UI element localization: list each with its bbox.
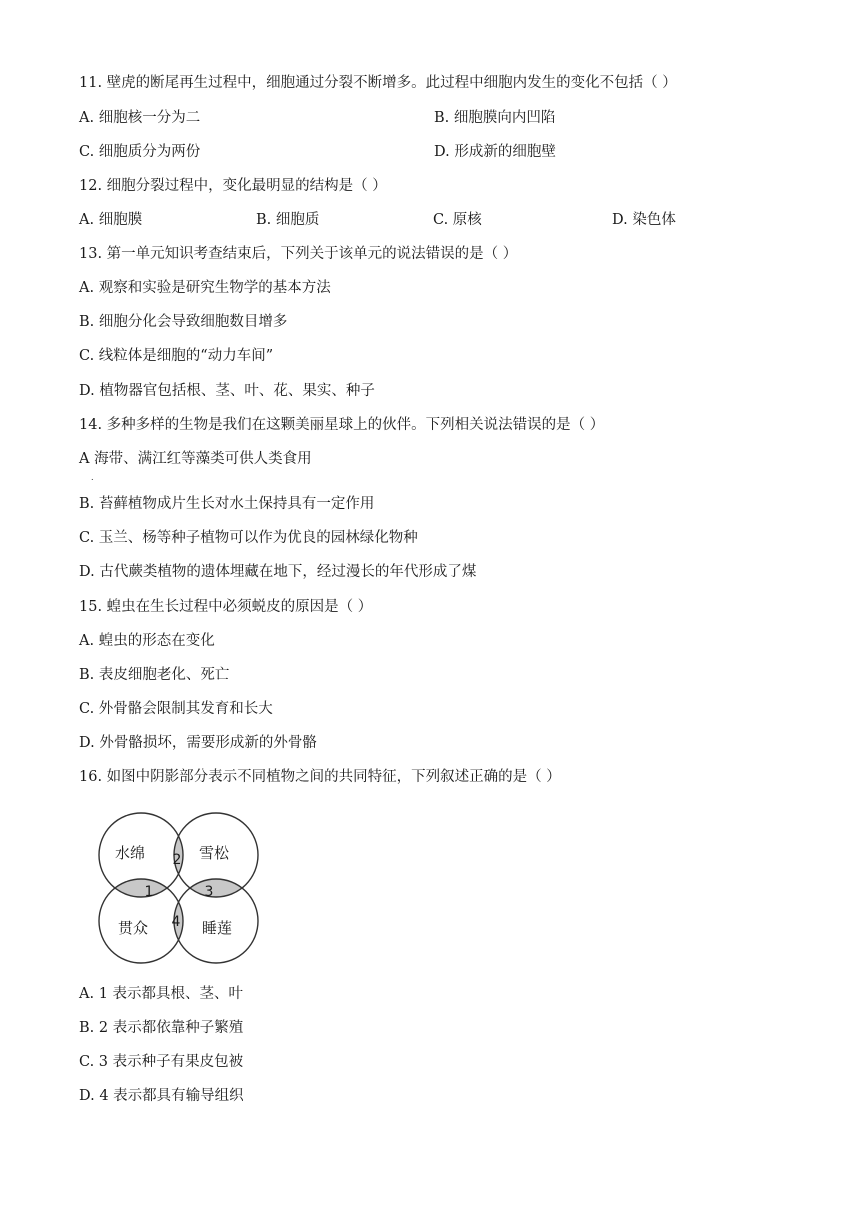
question-13-option-b[interactable]: B. 细胞分化会导致细胞数目增多 [79, 314, 288, 330]
question-15-stem: 15. 蝗虫在生长过程中必须蜕皮的原因是（ ） [79, 599, 373, 615]
question-15-option-b[interactable]: B. 表皮细胞老化、死亡 [79, 667, 230, 683]
question-16-option-c[interactable]: C. 3 表示种子有果皮包被 [79, 1054, 244, 1070]
question-11-option-c[interactable]: C. 细胞质分为两份 [79, 144, 201, 160]
region-number-4: 4 [171, 914, 181, 930]
region-number-3: 3 [204, 884, 214, 900]
plant-venn-diagram [96, 812, 262, 964]
label-shuimian: 水绵 [114, 844, 146, 862]
question-14-option-c[interactable]: C. 玉兰、杨等种子植物可以作为优良的园林绿化物种 [79, 530, 418, 546]
question-14-stem: 14. 多种多样的生物是我们在这颗美丽星球上的伙伴。下列相关说法错误的是（ ） [79, 417, 605, 433]
question-13-option-d[interactable]: D. 植物器官包括根、茎、叶、花、果实、种子 [79, 383, 375, 399]
question-16-option-a[interactable]: A. 1 表示都具根、茎、叶 [79, 986, 244, 1002]
question-13-stem: 13. 第一单元知识考查结束后，下列关于该单元的说法错误的是（ ） [79, 246, 518, 262]
question-15-option-d[interactable]: D. 外骨骼损坏，需要形成新的外骨骼 [79, 735, 317, 751]
question-13-option-c[interactable]: C. 线粒体是细胞的“动力车间” [79, 348, 274, 364]
question-11-option-a[interactable]: A. 细胞核一分为二 [79, 110, 201, 126]
question-12-option-a[interactable]: A. 细胞膜 [79, 212, 143, 228]
question-12-stem: 12. 细胞分裂过程中，变化最明显的结构是（ ） [79, 178, 387, 194]
question-11-option-d[interactable]: D. 形成新的细胞壁 [434, 144, 556, 160]
question-11-option-b[interactable]: B. 细胞膜向内凹陷 [434, 110, 556, 126]
question-15-option-c[interactable]: C. 外骨骼会限制其发育和长大 [79, 701, 273, 717]
region-number-2: 2 [172, 852, 182, 868]
question-14-option-b[interactable]: B. 苔藓植物成片生长对水土保持具有一定作用 [79, 496, 375, 512]
question-12-option-d[interactable]: D. 染色体 [612, 212, 676, 228]
question-12-option-c[interactable]: C. 原核 [433, 212, 482, 228]
question-14-option-a[interactable]: A 海带、满江红等藻类可供人类食用 [79, 451, 312, 467]
question-15-option-a[interactable]: A. 蝗虫的形态在变化 [79, 633, 215, 649]
label-xuesong: 雪松 [198, 844, 230, 862]
question-14-option-a-dot: . [91, 473, 94, 482]
question-16-option-d[interactable]: D. 4 表示都具有输导组织 [79, 1088, 244, 1104]
question-13-option-a[interactable]: A. 观察和实验是研究生物学的基本方法 [79, 280, 331, 296]
question-11-stem: 11. 壁虎的断尾再生过程中，细胞通过分裂不断增多。此过程中细胞内发生的变化不包括（ ） [79, 75, 677, 91]
label-guanzhong: 贯众 [117, 919, 149, 937]
question-12-option-b[interactable]: B. 细胞质 [256, 212, 320, 228]
region-number-1: 1 [144, 884, 154, 900]
label-shuilian: 睡莲 [201, 919, 233, 937]
question-16-stem: 16. 如图中阴影部分表示不同植物之间的共同特征，下列叙述正确的是（ ） [79, 769, 561, 785]
question-14-option-d[interactable]: D. 古代蕨类植物的遗体埋藏在地下，经过漫长的年代形成了煤 [79, 564, 477, 580]
question-16-option-b[interactable]: B. 2 表示都依靠种子繁殖 [79, 1020, 244, 1036]
